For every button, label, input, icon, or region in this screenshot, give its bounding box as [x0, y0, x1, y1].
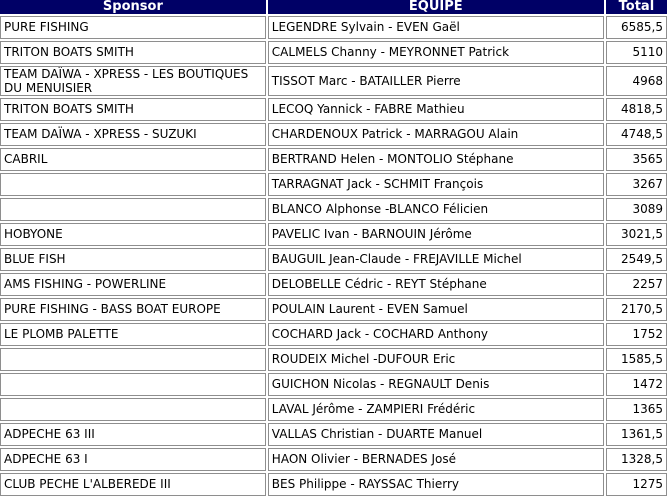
total-cell: 2170,5 — [606, 298, 667, 321]
table-row — [0, 273, 667, 296]
total-cell: 1275 — [606, 473, 667, 496]
sponsor-cell: AMS FISHING - POWERLINE — [0, 273, 266, 296]
total-cell: 1361,5 — [606, 423, 667, 446]
equipe-cell: PAVELIC Ivan - BARNOUIN Jérôme — [268, 223, 604, 246]
table-row — [0, 323, 667, 346]
sponsor-cell — [0, 373, 266, 396]
equipe-cell: LAVAL Jérôme - ZAMPIERI Frédéric — [268, 398, 604, 421]
sponsor-cell: ADPECHE 63 III — [0, 423, 266, 446]
total-cell: 1365 — [606, 398, 667, 421]
sponsor-cell: TEAM DAÏWA - XPRESS - SUZUKI — [0, 123, 266, 146]
equipe-cell: ROUDEIX Michel -DUFOUR Eric — [268, 348, 604, 371]
total-cell: 1752 — [606, 323, 667, 346]
table-row — [0, 473, 667, 496]
table-header — [0, 0, 667, 14]
sponsor-cell: HOBYONE — [0, 223, 266, 246]
equipe-cell: LEGENDRE Sylvain - EVEN Gaël — [268, 16, 604, 39]
table-row — [0, 98, 667, 121]
header-sponsor: Sponsor — [0, 0, 266, 14]
equipe-cell: CHARDENOUX Patrick - MARRAGOU Alain — [268, 123, 604, 146]
sponsor-cell — [0, 198, 266, 221]
table-row — [0, 198, 667, 221]
header-total: Total — [606, 0, 667, 14]
table-row — [0, 173, 667, 196]
total-cell: 1585,5 — [606, 348, 667, 371]
total-cell: 4818,5 — [606, 98, 667, 121]
equipe-cell: BLANCO Alphonse -BLANCO Félicien — [268, 198, 604, 221]
table-row — [0, 373, 667, 396]
sponsor-cell: BLUE FISH — [0, 248, 266, 271]
equipe-cell: TARRAGNAT Jack - SCHMIT François — [268, 173, 604, 196]
table-row — [0, 248, 667, 271]
sponsor-cell: CLUB PECHE L'ALBEREDE III — [0, 473, 266, 496]
sponsor-cell: PURE FISHING - BASS BOAT EUROPE — [0, 298, 266, 321]
table-row — [0, 223, 667, 246]
sponsor-cell — [0, 398, 266, 421]
total-cell: 1472 — [606, 373, 667, 396]
total-cell: 5110 — [606, 41, 667, 64]
equipe-cell: LECOQ Yannick - FABRE Mathieu — [268, 98, 604, 121]
sponsor-cell: TRITON BOATS SMITH — [0, 98, 266, 121]
sponsor-cell — [0, 348, 266, 371]
sponsor-cell: TRITON BOATS SMITH — [0, 41, 266, 64]
table-row — [0, 16, 667, 39]
table-row — [0, 41, 667, 64]
equipe-cell: COCHARD Jack - COCHARD Anthony — [268, 323, 604, 346]
sponsor-cell: ADPECHE 63 I — [0, 448, 266, 471]
total-cell: 2257 — [606, 273, 667, 296]
equipe-cell: VALLAS Christian - DUARTE Manuel — [268, 423, 604, 446]
total-cell: 3565 — [606, 148, 667, 171]
sponsor-cell: LE PLOMB PALETTE — [0, 323, 266, 346]
equipe-cell: BAUGUIL Jean-Claude - FREJAVILLE Michel — [268, 248, 604, 271]
equipe-cell: CALMELS Channy - MEYRONNET Patrick — [268, 41, 604, 64]
equipe-cell: TISSOT Marc - BATAILLER Pierre — [268, 66, 604, 96]
table-row — [0, 148, 667, 171]
table-row — [0, 348, 667, 371]
sponsor-cell: CABRIL — [0, 148, 266, 171]
total-cell: 4748,5 — [606, 123, 667, 146]
total-cell: 3021,5 — [606, 223, 667, 246]
total-cell: 6585,5 — [606, 16, 667, 39]
sponsor-cell: PURE FISHING — [0, 16, 266, 39]
total-cell: 4968 — [606, 66, 667, 96]
equipe-cell: DELOBELLE Cédric - REYT Stéphane — [268, 273, 604, 296]
total-cell: 3267 — [606, 173, 667, 196]
total-cell: 2549,5 — [606, 248, 667, 271]
header-equipe: EQUIPE — [268, 0, 604, 14]
equipe-cell: BERTRAND Helen - MONTOLIO Stéphane — [268, 148, 604, 171]
equipe-cell: HAON Olivier - BERNADES José — [268, 448, 604, 471]
equipe-cell: BES Philippe - RAYSSAC Thierry — [268, 473, 604, 496]
sponsor-cell: TEAM DAÏWA - XPRESS - LES BOUTIQUES DU MENUISIER — [0, 66, 266, 96]
table-body — [0, 16, 667, 496]
table-row — [0, 123, 667, 146]
table-row — [0, 448, 667, 471]
table-row — [0, 66, 667, 96]
total-cell: 1328,5 — [606, 448, 667, 471]
total-cell: 3089 — [606, 198, 667, 221]
equipe-cell: POULAIN Laurent - EVEN Samuel — [268, 298, 604, 321]
table-row — [0, 398, 667, 421]
equipe-cell: GUICHON Nicolas - REGNAULT Denis — [268, 373, 604, 396]
table-row — [0, 298, 667, 321]
table-row — [0, 423, 667, 446]
header-row — [0, 0, 667, 14]
sponsor-cell — [0, 173, 266, 196]
